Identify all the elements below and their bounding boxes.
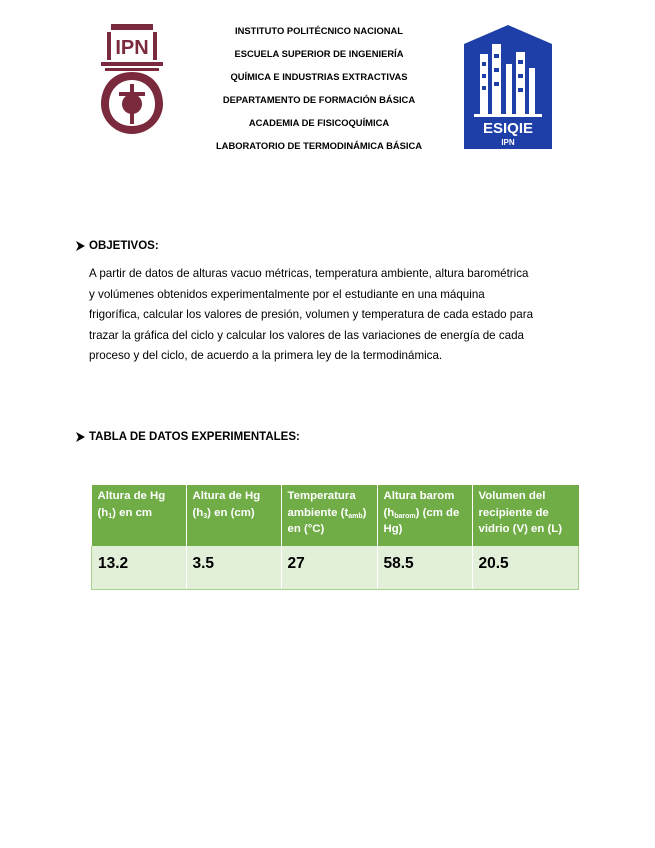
objectives-paragraph xyxy=(89,264,624,367)
experimental-data-table xyxy=(91,485,579,590)
svg-text:IPN: IPN xyxy=(115,37,149,59)
cell-hbarom: 58.5 xyxy=(377,546,472,590)
table-row xyxy=(92,546,579,590)
cell-volumen: 20.5 xyxy=(472,546,579,590)
ipn-logo xyxy=(97,22,167,137)
header-volumen: Volumen del recipiente de vidrio (V) en (L) xyxy=(472,485,579,546)
table-heading xyxy=(76,431,300,443)
header-line-department: DEPARTAMENTO DE FORMACIÓN BÁSICA xyxy=(222,94,416,105)
header-line-institute: INSTITUTO POLITÉCNICO NACIONAL xyxy=(234,25,404,36)
header-altura-h1: Altura de Hg $(h_1)$ en cm xyxy=(92,485,187,546)
cell-tamb: 27 xyxy=(281,546,377,590)
objectives-heading xyxy=(76,240,159,252)
header-temperatura: Temperatura ambiente $(t_{amb})$ en (°C) xyxy=(281,485,377,546)
header-line-school: ESCUELA SUPERIOR DE INGENIERÍA xyxy=(234,48,404,59)
cell-h1: 13.2 xyxy=(92,546,187,590)
objectives-line: proceso y del ciclo, de acuerdo a la primera ley de la termodinámica. xyxy=(89,349,443,362)
header-line-chemistry: QUÍMICA E INDUSTRIAS EXTRACTIVAS xyxy=(230,71,408,82)
institution-header xyxy=(190,25,448,163)
table-title: TABLA DE DATOS EXPERIMENTALES: xyxy=(89,431,300,443)
objectives-line: trazar la gráfica del ciclo y calcular los valores de las variaciones de energía de cada xyxy=(89,328,524,342)
svg-text:ESIQIE: ESIQIE xyxy=(482,120,534,137)
arrow-bullet-icon xyxy=(76,241,85,251)
arrow-bullet-icon xyxy=(76,432,85,442)
header-line-academy: ACADEMIA DE FISICOQUÍMICA xyxy=(248,117,390,128)
objectives-line: A partir de datos de alturas vacuo métricas, temperatura ambiente, altura barométrica xyxy=(89,267,529,280)
header-altura-h3: Altura de Hg $(h_3)$ en (cm) xyxy=(186,485,281,546)
objectives-title: OBJETIVOS: xyxy=(89,240,159,252)
esiqie-logo xyxy=(462,24,554,150)
svg-text:IPN: IPN xyxy=(501,138,515,147)
objectives-line: frigorífica, calcular los valores de presión, volumen y temperatura de cada estado para xyxy=(89,308,534,321)
table-header-row xyxy=(92,485,579,546)
header-line-laboratory: LABORATORIO DE TERMODINÁMICA BÁSICA xyxy=(215,140,423,151)
cell-h3: 3.5 xyxy=(186,546,281,590)
header-altura-barom: Altura barom $(h_{barom})$ (cm de Hg) xyxy=(377,485,472,546)
objectives-line: y volúmenes obtenidos experimentalmente por el estudiante en una máquina xyxy=(89,287,485,301)
